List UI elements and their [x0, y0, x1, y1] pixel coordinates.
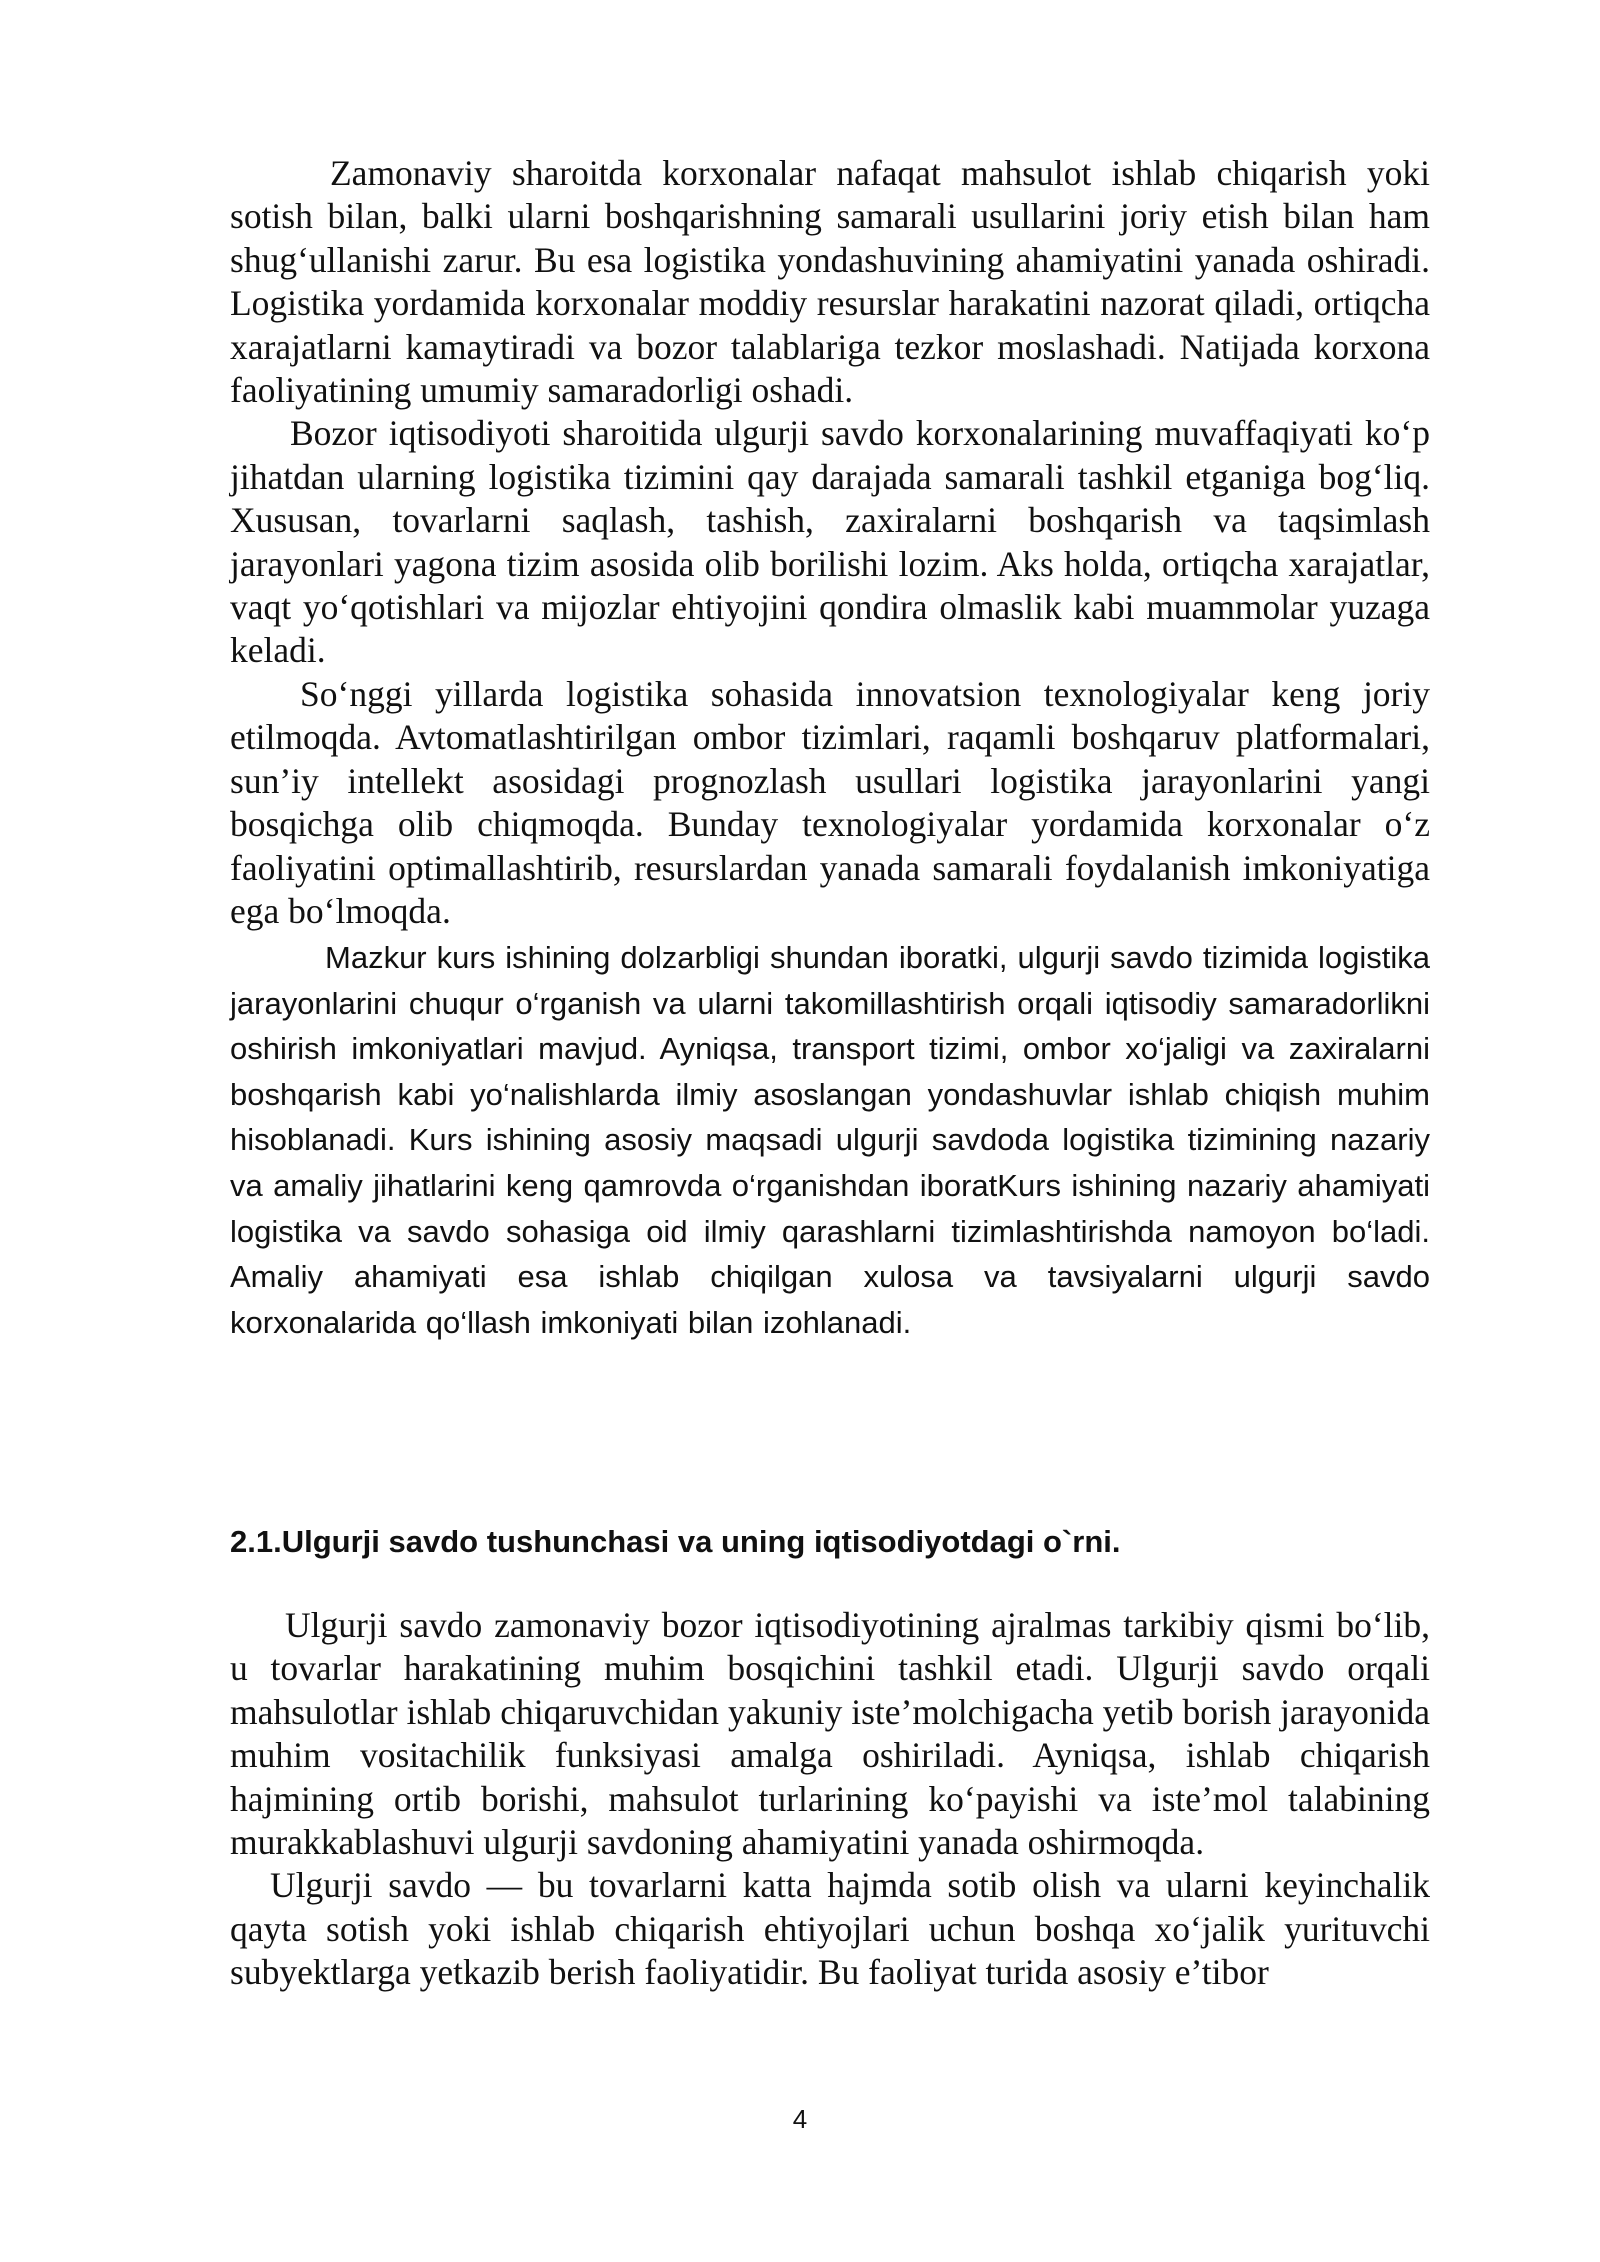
page-number: 4: [792, 2104, 808, 2134]
paragraph: Zamonaviy sharoitda korxonalar nafaqat mahsulot ishlab chiqarish yoki sotish bilan, balki ularni boshqarishning samarali usullarini joriy etish bilan ham shug‘ullanishi zarur. Bu esa logistika yondashuvining ahamiyatini yanada oshiradi. Logistika yordamida korxonalar moddiy resurslar harakatini nazorat qiladi, ortiqcha xarajatlarni kamaytiradi va bozor talablariga tezkor moslashadi. Natijada korxona faoliyatining umumiy samaradorligi oshadi.: [230, 153, 1430, 411]
section-heading: 2.1.Ulgurji savdo tushunchasi va uning iqtisodiyotdagi o`rni.: [230, 1524, 1121, 1559]
paragraph: Mazkur kurs ishining dolzarbligi shundan iboratki, ulgurji savdo tizimida logistika jarayonlarini chuqur o‘rganish va ularni takomillashtirish orqali iqtisodiy samaradorlikni oshirish imkoniyatlari mavjud. Ayniqsa, transport tizimi, ombor xo‘jaligi va zaxiralarni boshqarish kabi yo‘nalishlarda ilmiy asoslangan yondashuvlar ishlab chiqish muhim hisoblanadi. Kurs ishining asosiy maqsadi ulgurji savdoda logistika tizimining nazariy va amaliy jihatlarini keng qamrovda o‘rganishdan iboratKurs ishining nazariy ahamiyati logistika va savdo sohasiga oid ilmiy qarashlarni tizimlashtirishda namoyon bo‘ladi. Amaliy ahamiyati esa ishlab chiqilgan xulosa va tavsiyalarni ulgurji savdo korxonalarida qo‘llash imkoniyati bilan izohlanadi.: [230, 940, 1430, 1340]
paragraph: Bozor iqtisodiyoti sharoitida ulgurji savdo korxonalarining muvaffaqiyati ko‘p jihatdan ularning logistika tizimini qay darajada samarali tashkil etganiga bog‘liq. Xususan, tovarlarni saqlash, tashish, zaxiralarni boshqarish va taqsimlash jarayonlari yagona tizim asosida olib borilishi lozim. Aks holda, ortiqcha xarajatlar, vaqt yo‘qotishlari va mijozlar ehtiyojini qondira olmaslik kabi muammolar yuzaga keladi.: [230, 413, 1430, 671]
paragraph: So‘nggi yillarda logistika sohasida innovatsion texnologiyalar keng joriy etilmoqda. Avtomatlashtirilgan ombor tizimlari, raqamli boshqaruv platformalari, sun’iy intellekt asosidagi prognozlash usullari logistika jarayonlarini yangi bosqichga olib chiqmoqda. Bunday texnologiyalar yordamida korxonalar o‘z faoliyatini optimallashtirib, resurslardan yanada samarali foydalanish imkoniyatiga ega bo‘lmoqda.: [230, 673, 1430, 931]
section-text-block: [230, 1604, 1430, 1995]
paragraph: Ulgurji savdo — bu tovarlarni katta hajmda sotib olish va ularni keyinchalik qayta sotish yoki ishlab chiqarish ehtiyojlari uchun boshqa xo‘jalik yurituvchi subyektlarga yetkazib berish faoliyatidir. Bu faoliyat turida asosiy e’tibor: [230, 1865, 1430, 1993]
intro-text-block: [230, 152, 1430, 933]
relevance-text-block: [230, 935, 1430, 1345]
paragraph: Ulgurji savdo zamonaviy bozor iqtisodiyotining ajralmas tarkibiy qismi bo‘lib, u tovarlar harakatining muhim bosqichini tashkil etadi. Ulgurji savdo orqali mahsulotlar ishlab chiqaruvchidan yakuniy iste’molchigacha yetib borish jarayonida muhim vositachilik funksiyasi amalga oshiriladi. Ayniqsa, ishlab chiqarish hajmining ortib borishi, mahsulot turlarining ko‘payishi va iste’mol talabining murakkablashuvi ulgurji savdoning ahamiyatini yanada oshirmoqda.: [230, 1605, 1430, 1863]
